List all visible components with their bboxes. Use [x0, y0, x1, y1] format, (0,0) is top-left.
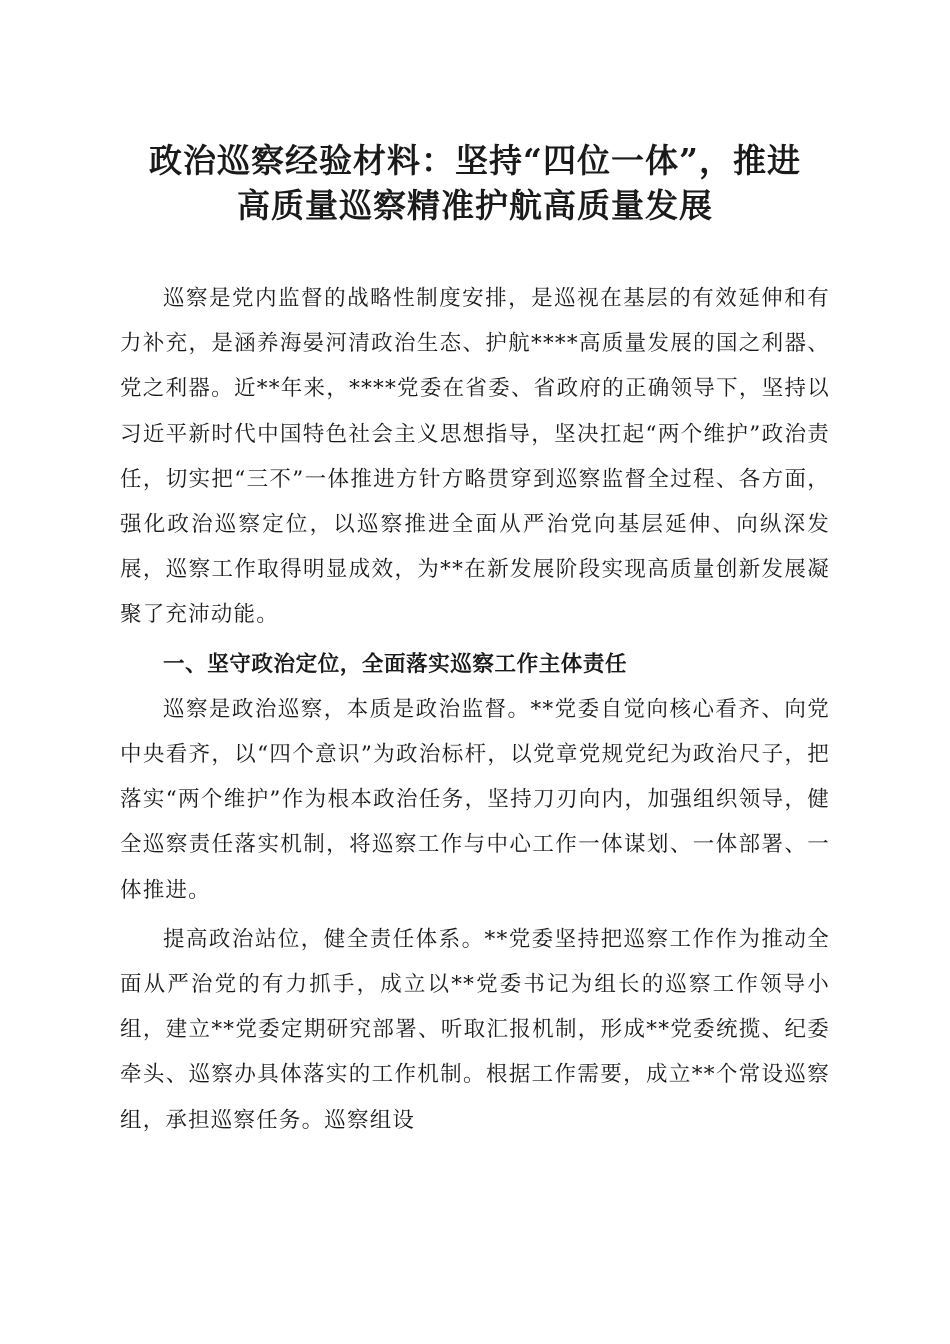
section-1-paragraph-2: 提高政治站位，健全责任体系。**党委坚持把巡察工作作为推动全面从严治党的有力抓手，成立以**党委书记为组长的巡察工作领导小组，建立**党委定期研究部署、听取汇报机制，形成**党委统揽、纪委牵头、巡察办具体落实的工作机制。根据工作需要，成立**个常设巡察组，承担巡察任务。巡察组设 — [120, 926, 830, 1133]
section-1-heading: 一、坚守政治定位，全面落实巡察工作主体责任 — [163, 651, 628, 677]
document-title — [110, 138, 840, 228]
title-line-1: 政治巡察经验材料：坚持“四位一体”，推进 — [149, 141, 801, 180]
document-body — [120, 276, 830, 1143]
title-line-2: 高质量巡察精准护航高质量发展 — [237, 186, 713, 225]
section-1-paragraph-1: 巡察是政治巡察，本质是政治监督。**党委自觉向核心看齐、向党中央看齐，以“四个意识”为政治标杆，以党章党规党纪为政治尺子，把落实“两个维护”作为根本政治任务，坚持刀刃向内，加强组织领导，健全巡察责任落实机制，将巡察工作与中心工作一体谋划、一体部署、一体推进。 — [120, 696, 830, 903]
intro-paragraph: 巡察是党内监督的战略性制度安排，是巡视在基层的有效延伸和有力补充，是涵养海晏河清政治生态、护航****高质量发展的国之利器、党之利器。近**年来，****党委在省委、省政府的正确领导下，坚持以习近平新时代中国特色社会主义思想指导，坚决扛起“两个维护”政治责任，切实把“三不”一体推进方针方略贯穿到巡察监督全过程、各方面，强化政治巡察定位，以巡察推进全面从严治党向基层延伸、向纵深发展，巡察工作取得明显成效，为**在新发展阶段实现高质量创新发展凝聚了充沛动能。 — [120, 286, 830, 628]
